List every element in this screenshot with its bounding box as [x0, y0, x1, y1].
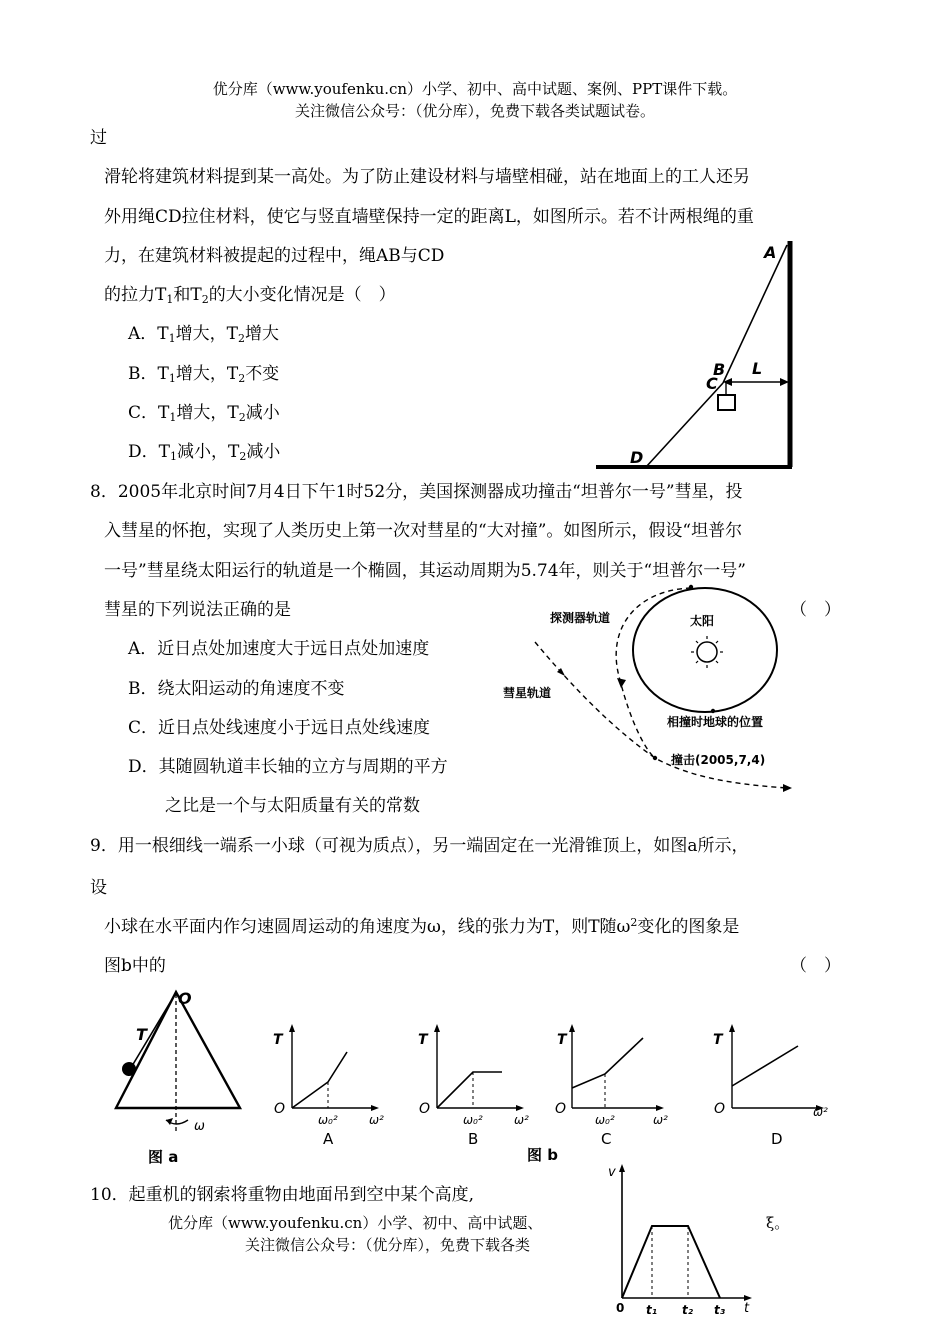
earth-orbit	[633, 588, 777, 712]
impact-dot	[653, 756, 657, 760]
svg-text:ω²: ω²	[653, 1113, 668, 1127]
q8-line-1: 8．2005年北京时间7月4日下午1时52分，美国探测器成功撞击“坦普尔一号”彗星，投	[90, 482, 743, 502]
header-line-1: 优分库（www.youfenku.cn）小学、初中、高中试题、案例、PPT课件下载。	[212, 80, 738, 98]
svg-text:O: O	[274, 1101, 286, 1117]
q8-option-b: B．绕太阳运动的角速度不变	[128, 679, 345, 699]
footer-line-2: 关注微信公众号：（优分库），免费下载各类	[245, 1236, 531, 1254]
svg-text:ω₀²: ω₀²	[463, 1113, 483, 1127]
label-t2: t₂	[682, 1303, 693, 1317]
q8-option-d-cont: 之比是一个与太阳质量有关的常数	[165, 796, 420, 816]
label-t3: t₃	[714, 1303, 725, 1317]
ball	[122, 1062, 136, 1076]
q8-figure	[495, 580, 805, 800]
impact-label: 撞击(2005,7,4)	[671, 753, 766, 767]
q7-stem: 的拉力$T_1$和$T_2$的大小变化情况是（ ）	[104, 285, 396, 306]
svg-text:ω²: ω²	[514, 1113, 529, 1127]
q8-option-d: D．其随圆轨道丰长轴的立方与周期的平方	[128, 757, 448, 777]
q7-cont-a: 过	[90, 128, 107, 148]
graph-a-curve	[292, 1052, 347, 1108]
q9-line-2: 设	[90, 878, 107, 898]
q7-option-a: A．$T_1$增大，$T_2$增大	[128, 324, 279, 345]
graph-a	[273, 1024, 384, 1148]
label-d: D	[630, 448, 644, 467]
q7-figure	[590, 235, 810, 475]
q9-line-1: 9．用一根细线一端系一小球（可视为质点），另一端固定在一光滑锥顶上，如图a所示，	[90, 836, 749, 856]
q7-option-c: C．$T_1$增大，$T_2$减小	[128, 403, 280, 424]
label-t: T	[136, 1025, 147, 1044]
probe-orbit-label: 探测器轨道	[550, 611, 611, 625]
svg-text:O: O	[555, 1101, 567, 1117]
q9-line-3: 小球在水平面内作匀速圆周运动的角速度为ω，线的张力为T，则T随$\omega^2$变化的图象是	[104, 916, 740, 937]
earth-position-label: 相撞时地球的位置	[667, 715, 764, 729]
rope-cd	[646, 383, 723, 467]
comet-arrow-end	[783, 784, 792, 792]
label-l: L	[752, 359, 763, 378]
svg-text:T: T	[418, 1032, 428, 1048]
label-o: O	[178, 989, 192, 1008]
header-line-2: 关注微信公众号：（优分库），免费下载各类试题试卷。	[294, 102, 655, 120]
svg-text:D: D	[771, 1130, 783, 1148]
svg-text:ω₀²: ω₀²	[318, 1113, 338, 1127]
q9-answer-paren: （ ）	[790, 956, 841, 976]
cone	[116, 992, 240, 1108]
sun-icon	[697, 642, 717, 662]
svg-text:T: T	[557, 1032, 567, 1048]
graph-b-curve	[437, 1072, 502, 1108]
q7-cont-d: 力，在建筑材料被提起的过程中，绳AB与CD	[104, 246, 445, 266]
label-c: C	[706, 374, 718, 393]
svg-text:O: O	[419, 1101, 431, 1117]
graph-d	[713, 1024, 828, 1148]
svg-text:ω²: ω²	[369, 1113, 384, 1127]
q8-line-4: 彗星的下列说法正确的是	[104, 600, 291, 620]
svg-text:A: A	[323, 1130, 334, 1148]
q7-option-d: D．$T_1$减小，$T_2$减小	[128, 442, 281, 463]
q7-option-b: B．$T_1$增大，$T_2$不变	[128, 364, 280, 385]
label-b: B	[713, 360, 726, 379]
graph-b	[418, 1024, 529, 1148]
q8-line-3: 一号”彗星绕太阳运行的轨道是一个椭圆，其运动周期为5.74年，则关于“坦普尔一号”	[104, 561, 746, 581]
footer-line-1-tail: ξ。	[766, 1214, 790, 1232]
q9-figure-a	[110, 982, 255, 1172]
graph-c-curve	[572, 1038, 643, 1088]
probe-start-dot	[689, 585, 693, 589]
svg-text:B: B	[468, 1130, 479, 1148]
label-t1: t₁	[646, 1303, 657, 1317]
svg-text:ω²: ω²	[813, 1105, 828, 1119]
svg-text:O: O	[714, 1101, 726, 1117]
q7-cont-c: 外用绳CD拉住材料，使它与竖直墙壁保持一定的距离L，如图所示。若不计两根绳的重	[104, 207, 754, 227]
q10-figure	[602, 1160, 762, 1320]
q8-option-a: A．近日点处加速度大于远日点处加速度	[128, 639, 430, 659]
q8-option-c: C．近日点处线速度小于远日点处线速度	[128, 718, 431, 738]
comet-orbit-label: 彗星轨道	[503, 686, 552, 700]
label-omega: ω	[194, 1119, 205, 1134]
probe-orbit-path	[616, 588, 691, 758]
label-a: A	[764, 243, 777, 262]
load-box	[718, 395, 735, 410]
svg-text:C: C	[601, 1130, 612, 1148]
comet-arrow-mid	[557, 668, 565, 676]
label-v: v	[608, 1165, 616, 1180]
footer-line-1: 优分库（www.youfenku.cn）小学、初中、高中试题、	[168, 1214, 543, 1232]
figure-a-caption: 图 a	[148, 1148, 179, 1166]
q7-cont-b: 滑轮将建筑材料提到某一高处。为了防止建设材料与墙壁相碰，站在地面上的工人还另	[104, 167, 750, 187]
svg-text:ω₀²: ω₀²	[595, 1113, 615, 1127]
svg-text:T: T	[273, 1032, 283, 1048]
graph-d-curve	[732, 1046, 798, 1086]
q9-line-4: 图b中的	[104, 956, 166, 976]
q9-figure-b	[265, 1020, 845, 1170]
earth-position-dot	[711, 709, 715, 713]
q8-answer-paren: （ ）	[790, 600, 841, 620]
graph-c	[555, 1024, 668, 1148]
sun-label: 太阳	[690, 614, 715, 628]
label-t: t	[744, 1301, 750, 1316]
svg-text:T: T	[713, 1032, 723, 1048]
sun-rays	[691, 636, 723, 668]
q10-line-1: 10．起重机的钢索将重物由地面吊到空中某个高度,	[90, 1185, 475, 1205]
label-origin: 0	[616, 1301, 625, 1315]
figure-b-caption: 图 b	[527, 1146, 558, 1164]
figure-backdrop	[602, 1160, 762, 1320]
probe-arrow	[617, 678, 626, 688]
q8-line-2: 入彗星的怀抱，实现了人类历史上第一次对彗星的“大对撞”。如图所示，假设“坦普尔	[104, 521, 743, 541]
